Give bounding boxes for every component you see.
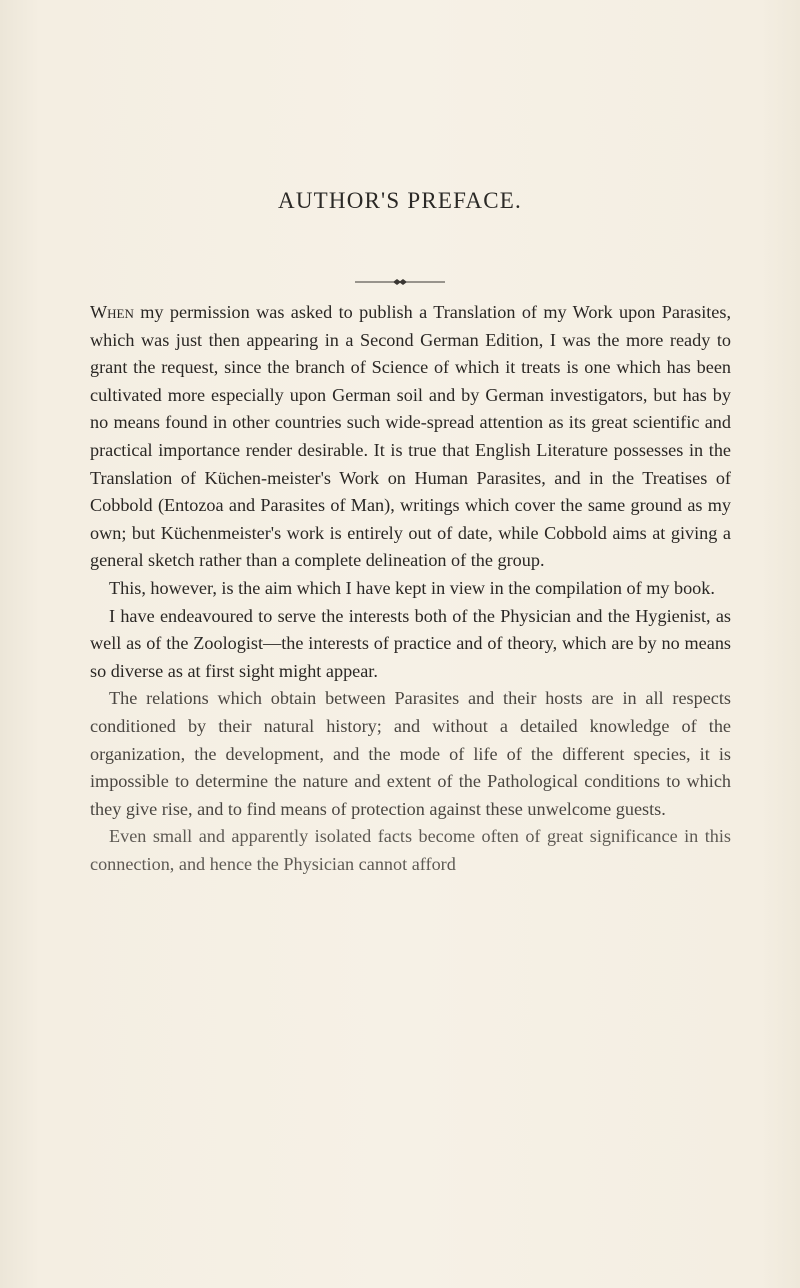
ornament-rule-icon	[355, 276, 445, 288]
preface-body	[90, 299, 731, 878]
paragraph-2: This, however, is the aim which I have kept in view in the compilation of my book.	[109, 577, 715, 598]
title-ornament	[0, 276, 800, 288]
page-title: AUTHOR'S PREFACE.	[278, 188, 522, 213]
paragraph-1	[90, 299, 731, 575]
paragraph-5: Even small and apparently isolated facts become often of great significance in this connection, and hence the Physician cannot afford	[90, 826, 731, 874]
paragraph-1-text: my permission was asked to publish a Translation of my Work upon Parasites, which was just then appearing in a Second German Edition, I was the more ready to grant the request, since the branch of Science of which it treats is one which has been cultivated more especially upon German soil and by German investigators, but has by no means found in other countries such wide-spread attention as its great scientific and practical importance render desirable. It is true that English Literature possesses in the Translation of Küchen-meister's Work on Human Parasites, and in the Treatises of Cobbold (Entozoa and Parasites of Man), writings which cover the same ground as my own; but Küchenmeister's work is entirely out of date, while Cobbold aims at giving a general sketch rather than a complete delineation of the group.	[90, 302, 731, 571]
paragraph-1-lead-word: When	[90, 302, 134, 322]
paragraph-4: The relations which obtain between Parasites and their hosts are in all respects conditioned by their natural history; and without a detailed knowledge of the organization, the development, and the mode of life of the different species, it is impossible to determine the nature and extent of the Pathological conditions to which they give rise, and to find means of protection against these unwelcome guests.	[90, 688, 731, 819]
paragraph-3: I have endeavoured to serve the interests both of the Physician and the Hygienist, as well as of the Zoologist—the interests of practice and of theory, which are by no means so diverse as at first sight might appear.	[90, 605, 731, 681]
